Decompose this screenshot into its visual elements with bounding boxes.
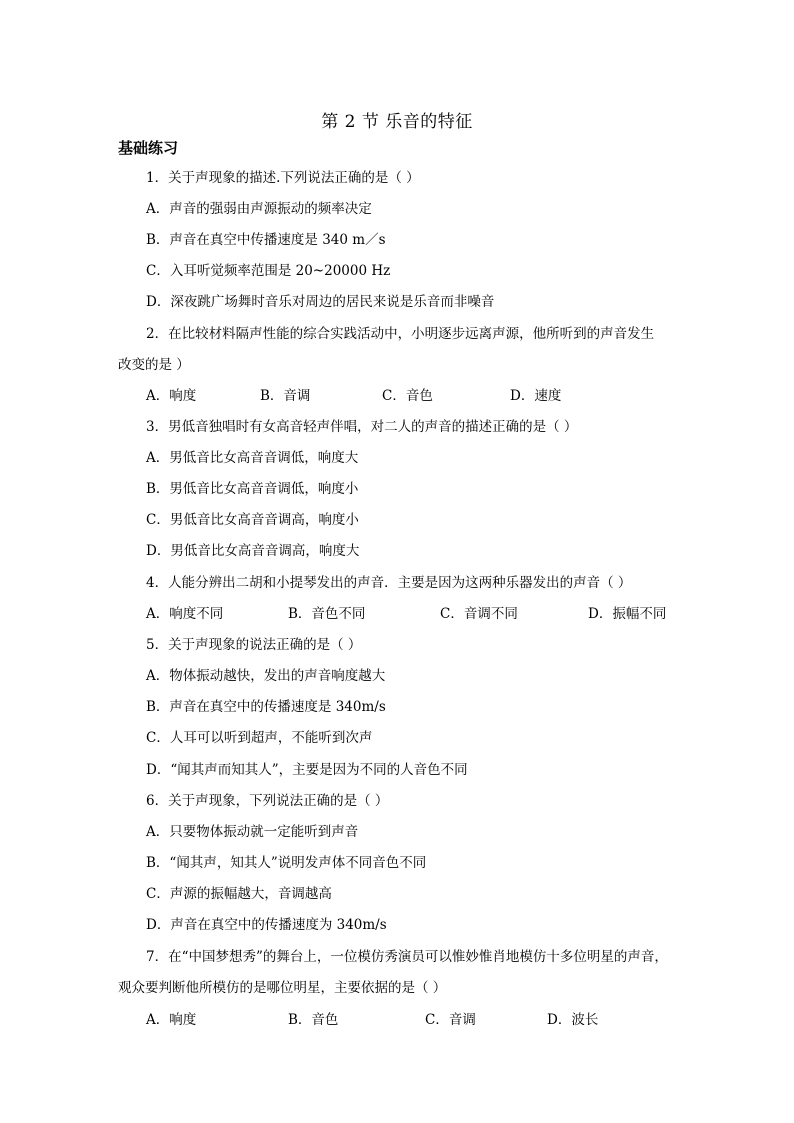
question-3-option-a: A．男低音比女高音音调低，响度大 xyxy=(146,450,359,466)
question-2-option-a: A．响度 xyxy=(146,388,197,404)
question-6-option-b: B．“闻其声，知其人”说明发声体不同音色不同 xyxy=(146,855,427,871)
question-7-stem: 7．在“中国梦想秀”的舞台上，一位模仿秀演员可以惟妙惟肖地模仿十多位明星的声音， xyxy=(146,949,668,965)
question-3-option-b: B．男低音比女高音音调低，响度小 xyxy=(146,481,359,497)
question-5-option-a: A．物体振动越快，发出的声音响度越大 xyxy=(146,668,386,684)
question-7-option-a: A．响度 xyxy=(146,1012,197,1028)
question-1-stem: 1．关于声现象的描述.下列说法正确的是（ ） xyxy=(146,170,420,186)
question-4-stem: 4．人能分辨出二胡和小提琴发出的声音．主要是因为这两种乐器发出的声音（ ） xyxy=(146,575,632,591)
question-5-option-b: B．声音在真空中的传播速度是 340m/s xyxy=(146,699,386,715)
question-6-option-c: C．声源的振幅越大，音调越高 xyxy=(146,886,332,902)
question-5-option-c: C．人耳可以听到超声，不能听到次声 xyxy=(146,730,373,746)
question-2-option-d: D．速度 xyxy=(510,388,562,404)
question-6-stem: 6．关于声现象，下列说法正确的是（ ） xyxy=(146,793,389,809)
question-7-option-d: D．波长 xyxy=(547,1012,599,1028)
section-heading: 基础练习 xyxy=(118,139,179,157)
question-5-stem: 5．关于声现象的说法正确的是（ ） xyxy=(146,637,362,653)
question-1-option-b: B．声音在真空中传播速度是 340 m／s xyxy=(146,232,386,248)
question-7-option-b: B．音色 xyxy=(288,1012,339,1028)
question-4-option-b: B．音色不同 xyxy=(288,606,366,622)
question-1-option-d: D．深夜跳广场舞时音乐对周边的居民来说是乐音而非噪音 xyxy=(146,294,495,310)
question-2-stem: 2．在比较材料隔声性能的综合实践活动中，小明逐步远离声源，他所听到的声音发生 xyxy=(146,326,655,342)
question-4-option-d: D．振幅不同 xyxy=(588,606,667,622)
question-5-option-d: D．“闻其声而知其人”，主要是因为不同的人音色不同 xyxy=(146,762,468,778)
page-title: 第 2 节 乐音的特征 xyxy=(321,112,473,132)
question-2-option-c: C．音色 xyxy=(382,388,433,404)
question-3-option-d: D．男低音比女高音音调高，响度大 xyxy=(146,543,360,559)
question-2-option-b: B．音调 xyxy=(260,388,311,404)
question-2-stem-continued: 改变的是 ） xyxy=(118,357,190,373)
question-4-option-a: A．响度不同 xyxy=(146,606,224,622)
question-1-option-a: A．声音的强弱由声源振动的频率决定 xyxy=(146,201,372,217)
question-6-option-d: D．声音在真空中的传播速度为 340m/s xyxy=(146,917,387,933)
question-3-option-c: C．男低音比女高音音调高，响度小 xyxy=(146,512,359,528)
question-4-option-c: C．音调不同 xyxy=(440,606,518,622)
question-1-option-c: C．入耳听觉频率范围是 20~20000 Hz xyxy=(146,263,391,279)
question-7-stem-continued: 观众要判断他所模仿的是哪位明星，主要依据的是（ ） xyxy=(118,980,447,996)
question-7-option-c: C．音调 xyxy=(425,1012,476,1028)
question-6-option-a: A．只要物体振动就一定能听到声音 xyxy=(146,824,359,840)
question-3-stem: 3．男低音独唱时有女高音轻声伴唱，对二人的声音的描述正确的是（ ） xyxy=(146,419,578,435)
